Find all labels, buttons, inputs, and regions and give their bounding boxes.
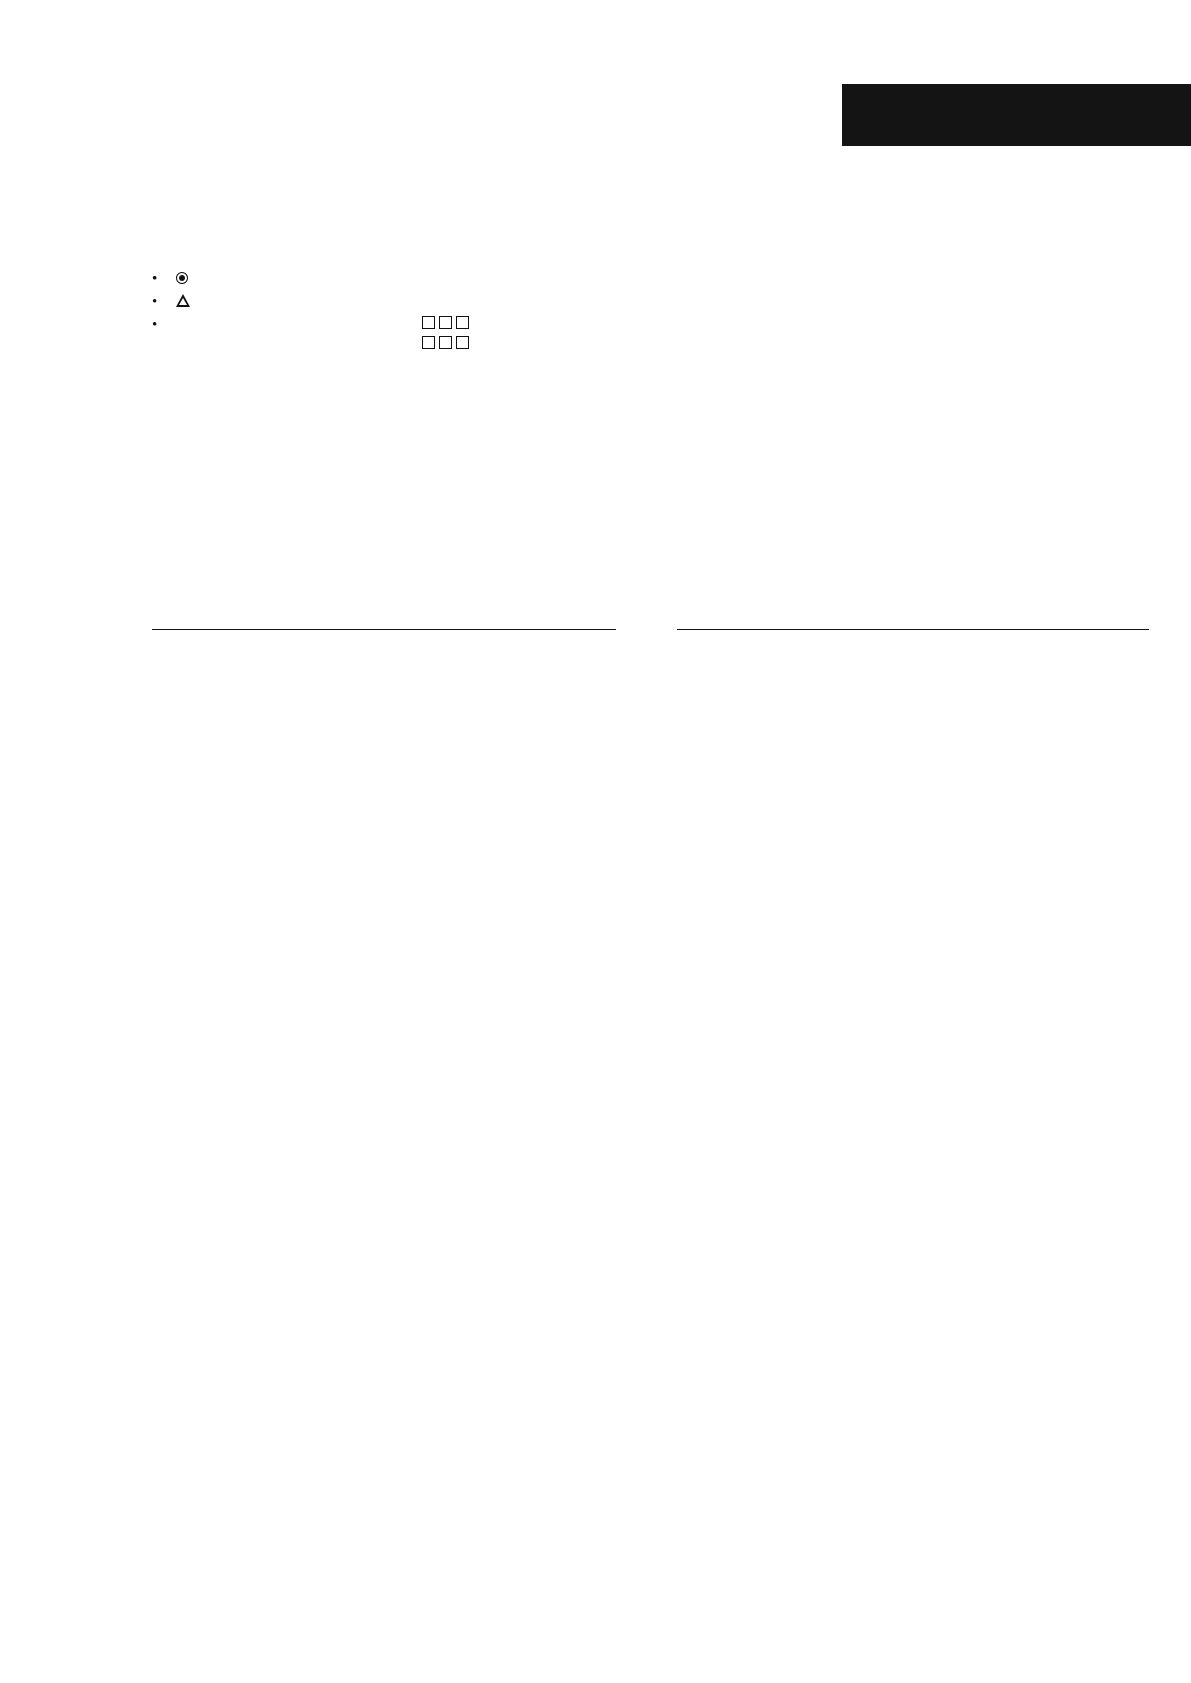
resistance-notation bbox=[319, 315, 420, 335]
code-digit-box bbox=[439, 336, 452, 349]
code-digit-box bbox=[439, 316, 452, 329]
stock-mark-icon bbox=[176, 272, 188, 284]
note-3 bbox=[152, 292, 1152, 312]
resistance-value bbox=[239, 335, 319, 355]
example-1 bbox=[152, 315, 1152, 355]
code-digit-box bbox=[422, 336, 435, 349]
notes-block bbox=[152, 266, 1152, 364]
resistance-code bbox=[420, 315, 471, 335]
note-2 bbox=[152, 269, 1152, 289]
resistance-value bbox=[239, 315, 319, 335]
code-digit-box bbox=[456, 336, 469, 349]
resistance-notation bbox=[319, 335, 420, 355]
resistance-code bbox=[420, 335, 471, 355]
example-row bbox=[239, 335, 1152, 355]
left-table-header bbox=[152, 606, 616, 630]
safety-warning-icon bbox=[176, 294, 190, 307]
example-row bbox=[239, 315, 1152, 335]
code-digit-box bbox=[456, 316, 469, 329]
right-table-header bbox=[677, 606, 1149, 630]
model-banner bbox=[842, 84, 1191, 146]
example-1-rows bbox=[239, 315, 1152, 355]
code-digit-box bbox=[422, 316, 435, 329]
